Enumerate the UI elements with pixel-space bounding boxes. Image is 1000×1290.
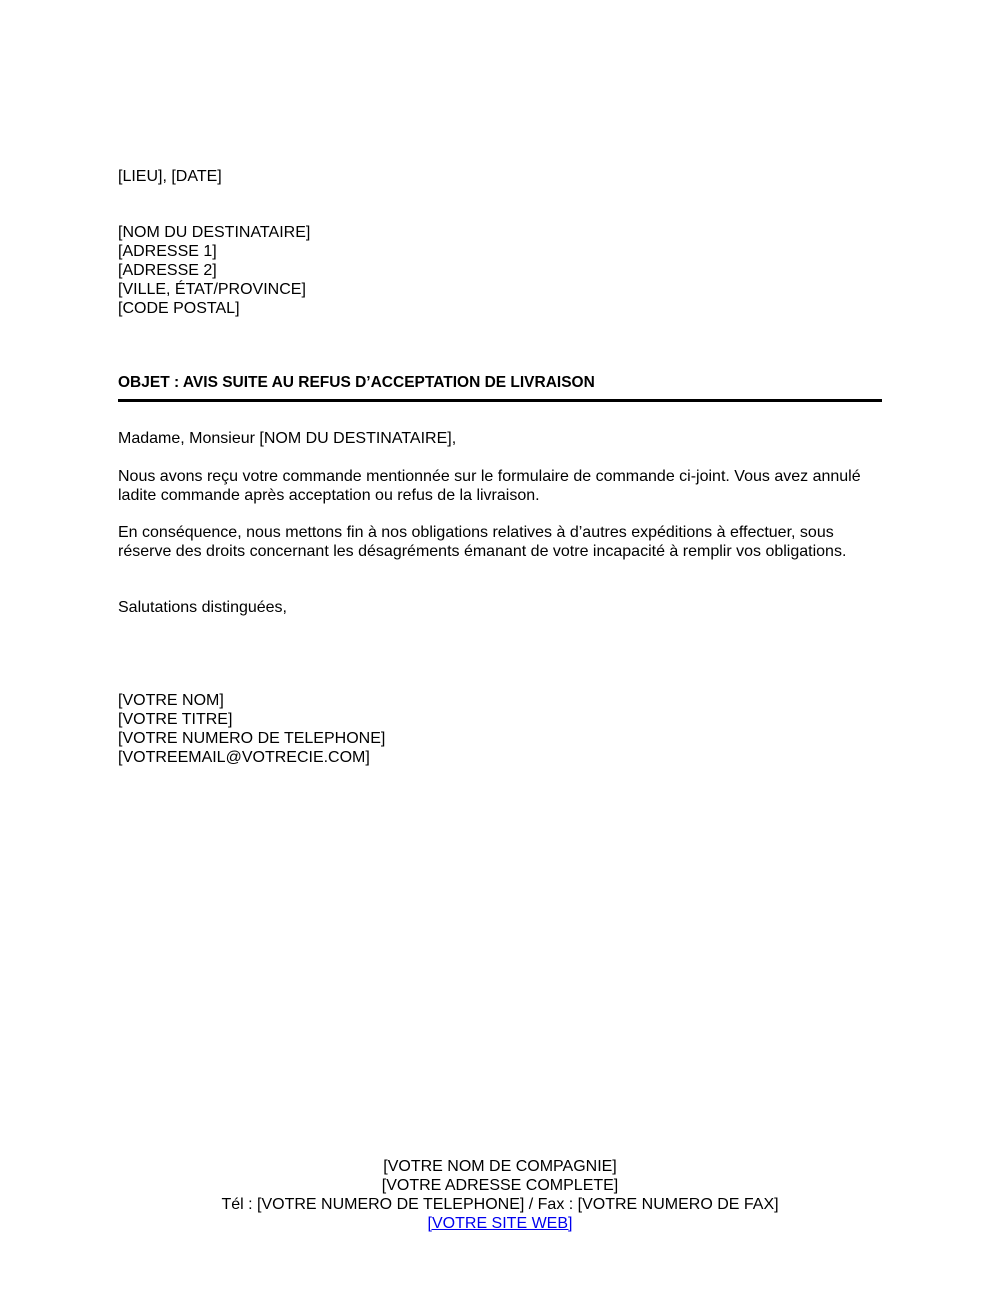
body-paragraph-1 [118,467,888,505]
signature-name: [VOTRE NOM] [118,692,224,709]
footer-contact: Tél : [VOTRE NUMERO DE TELEPHONE] / Fax : [VOTRE NUMERO DE FAX] [221,1196,779,1213]
company-footer [0,1157,1000,1233]
closing [118,598,287,617]
signature-phone: [VOTRE NUMERO DE TELEPHONE] [118,730,386,747]
paragraph-2-line-2: réserve des droits concernant les désagréments émanant de votre incapacité à remplir vos obligations. [118,543,847,560]
signature-title: [VOTRE TITRE] [118,711,233,728]
recipient-city-state: [VILLE, ÉTAT/PROVINCE] [118,281,306,298]
recipient-address1: [ADRESSE 1] [118,243,217,260]
place-date-text: [LIEU], [DATE] [118,168,222,185]
footer-website-link[interactable]: [VOTRE SITE WEB] [427,1215,573,1232]
subject-divider [118,399,882,402]
salutation-text: Madame, Monsieur [NOM DU DESTINATAIRE], [118,430,457,447]
paragraph-1-line-1: Nous avons reçu votre commande mentionnée sur le formulaire de commande ci-joint. Vous avez annulé [118,468,861,485]
footer-address: [VOTRE ADRESSE COMPLETE] [381,1177,619,1194]
recipient-name: [NOM DU DESTINATAIRE] [118,224,311,241]
footer-company: [VOTRE NOM DE COMPAGNIE] [383,1158,617,1175]
paragraph-2-line-1: En conséquence, nous mettons fin à nos obligations relatives à d’autres expéditions à effectuer, sous [118,524,834,541]
paragraph-1-line-2: ladite commande après acceptation ou refus de la livraison. [118,487,540,504]
recipient-address2: [ADRESSE 2] [118,262,217,279]
signature-block [118,691,385,767]
closing-text: Salutations distinguées, [118,599,287,616]
body-paragraph-2 [118,523,888,561]
recipient-address-block [118,223,310,318]
recipient-postal-code: [CODE POSTAL] [118,300,240,317]
place-date [118,167,222,186]
subject-line: OBJET : AVIS SUITE AU REFUS D’ACCEPTATION DE LIVRAISON [118,374,595,391]
salutation [118,429,456,448]
signature-email: [VOTREEMAIL@VOTRECIE.COM] [118,749,370,766]
